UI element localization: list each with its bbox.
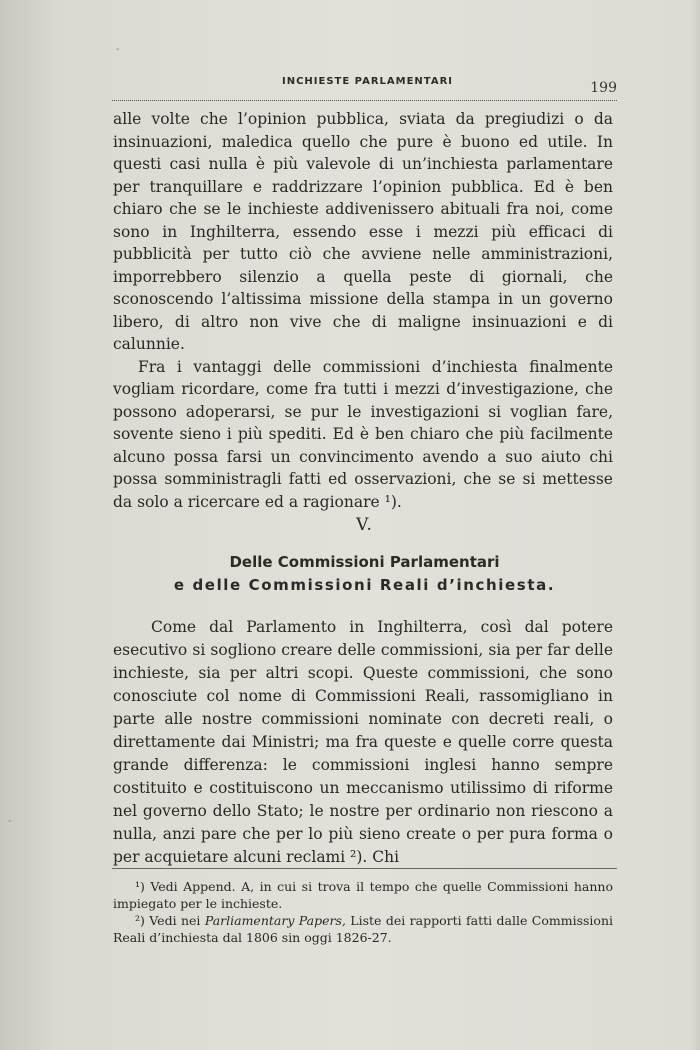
- paragraph: Fra i vantaggi delle commissioni d’inchiesta finalmente vogliam ricordare, come fra tutti i mezzi d’investigazione, che possono adoperarsi, se pur le investigazioni si voglian fare, sovente sieno i più spediti. Ed è ben chiaro che più facilmente alcuno possa farsi un convincimento avendo a suo aiuto chi possa somministragli fatti ed osservazioni, che se si mettesse da solo a ricercare ed a ragionare ¹).: [113, 357, 613, 511]
- footnote-title: Parliamentary Papers,: [204, 913, 346, 928]
- body-text-section: [113, 616, 613, 869]
- footnote-text: ²) Vedi nei: [135, 913, 205, 928]
- footnote-rule: [112, 868, 617, 869]
- page-number: 199: [590, 80, 617, 96]
- footnotes: [113, 878, 613, 946]
- footnote-text: Liste dei rapporti fatti dalle Commissioni Reali d’inchiesta dal 1806 sin oggi 1826-27.: [113, 913, 613, 945]
- body-text-top: [113, 108, 613, 513]
- margin-mark: -: [116, 44, 120, 55]
- section-title-line: e delle Commissioni Reali d’inchiesta.: [173, 576, 556, 594]
- paragraph: Come dal Parlamento in Inghilterra, così dal potere esecutivo si sogliono creare delle commissioni, sia per far delle inchieste, sia per altri scopi. Queste commissioni, che sono conosciute col nome di Commissioni Reali, rassomigliano in parte alle nostre commissioni nominate con decreti reali, o direttamente dai Ministri; ma fra queste e quelle corre questa grande differenza: le commissioni inglesi hanno sempre costituito e costituiscono un meccanismo utilissimo di riforme nel governo dello Stato; le nostre per ordinario non riescono a nulla, anzi pare che per lo più sieno create o per pura forma o per acquietare alcuni reclami ²). Chi: [113, 618, 613, 866]
- section-title: [112, 551, 617, 597]
- footnote: ¹) Vedi Append. A, in cui si trova il tempo che quelle Commissioni hanno impiegato per le inchieste.: [113, 879, 613, 911]
- section-title-line: Delle Commissioni Parlamentari: [229, 553, 500, 571]
- section-number: V.: [356, 515, 373, 535]
- paragraph: alle volte che l’opinion pubblica, sviata da pregiudizi o da insinuazioni, maledica quello che pure è buono ed utile. In questi casi nulla è più valevole di un’inchiesta parlamentare per tranquillare e raddrizzare l’opinion pubblica. Ed è ben chiaro che se le inchieste addivenissero abituali fra noi, come sono in Inghilterra, essendo esse i mezzi più efficaci di pubblicità per tutto ciò che avviene nelle amministrazioni, imporrebbero silenzio a quella peste di giornali, che sconoscendo l’altissima missione della stampa in un governo libero, di altro non vive che di maligne insinuazioni e di calunnie.: [113, 110, 613, 353]
- margin-mark: -: [8, 816, 12, 827]
- footnote: [113, 912, 613, 946]
- running-head: [112, 70, 617, 101]
- running-title: INCHIESTE PARLAMENTARI: [282, 76, 454, 87]
